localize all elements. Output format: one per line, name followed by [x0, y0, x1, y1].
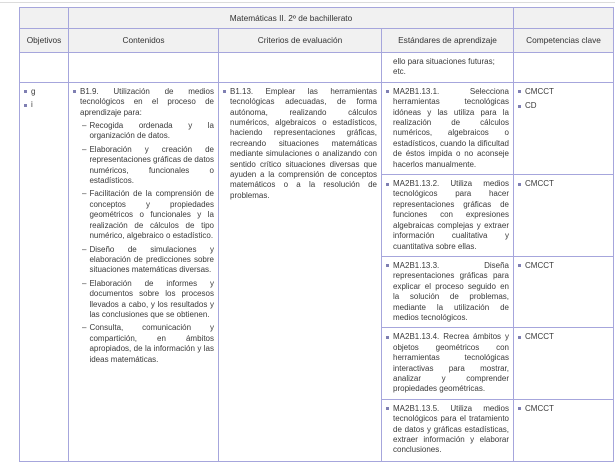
estandar-item	[386, 87, 509, 170]
contenido-intro: B1.9. Utilización de medios tecnológicos en el proceso de aprendizaje para:	[80, 86, 214, 117]
curriculum-table	[19, 7, 614, 462]
competencia-item	[518, 261, 609, 271]
contenido-subitem	[82, 245, 214, 276]
square-bullet-icon	[24, 90, 27, 93]
estandar-text: MA2B1.13.1. Selecciona herramientas tecnológicas idóneas y las utiliza para la realización de cálculos numéricos, algebraicos o estadísticos, cuando la dificultad de éstos impida o no aconseje hacerlos manualmente.	[393, 86, 509, 169]
square-bullet-icon	[518, 264, 521, 267]
header-row	[20, 29, 614, 53]
contenidos-cell	[69, 82, 219, 461]
dash-marker: –	[82, 244, 87, 254]
competencia-item	[518, 404, 609, 414]
column-header-contenidos: Contenidos	[69, 29, 219, 53]
objetivo-item	[24, 100, 64, 110]
estandar-text: MA2B1.13.5. Utiliza medios tecnológicos para el tratamiento de datos y gráficas estadísticas, extraer información y elaborar conclusiones.	[393, 403, 509, 455]
contenido-subitem-text: Diseño de simulaciones y elaboración de predicciones sobre situaciones matemáticas diversas.	[89, 244, 214, 275]
page-top-rule	[0, 2, 615, 3]
column-header-competencias: Competencias clave	[514, 29, 614, 53]
estandar-item	[386, 404, 509, 456]
competencias-cell	[514, 328, 614, 399]
carryover-empty-competencias	[514, 53, 614, 83]
carryover-row	[20, 53, 614, 83]
contenido-subitem-text: Recogida ordenada y la organización de datos.	[89, 121, 214, 141]
competencia-label: CMCCT	[525, 179, 554, 189]
square-bullet-icon	[73, 90, 76, 93]
objetivo-item	[24, 87, 64, 97]
competencia-label: CD	[525, 101, 537, 111]
contenido-subitem	[82, 121, 214, 142]
estandar-cell	[382, 175, 514, 257]
competencia-item	[518, 179, 609, 189]
dash-marker: –	[82, 189, 87, 199]
competencias-cell	[514, 82, 614, 174]
estandar-item	[386, 179, 509, 252]
table-title: Matemáticas II. 2º de bachillerato	[69, 8, 514, 29]
objetivo-label: g	[31, 86, 36, 96]
square-bullet-icon	[518, 183, 521, 186]
contenido-sublist	[73, 121, 214, 365]
contenido-subitem-text: Elaboración de informes y documentos sobre los procesos llevados a cabo, y los resultados y las conclusiones que se obtienen.	[89, 278, 214, 319]
dash-marker: –	[82, 323, 87, 333]
competencia-label: CMCCT	[525, 403, 554, 413]
column-header-criterios: Criterios de evaluación	[219, 29, 382, 53]
objetivo-label: i	[31, 100, 33, 110]
contenido-subitem-text: Consulta, comunicación y compartición, en ámbitos apropiados, de la información y las ideas matemáticas.	[89, 323, 214, 364]
competencia-label: CMCCT	[525, 86, 554, 96]
square-bullet-icon	[223, 90, 226, 93]
competencia-label: CMCCT	[525, 260, 554, 270]
objetivos-cell	[20, 82, 69, 461]
square-bullet-icon	[24, 104, 27, 107]
estandar-cell	[382, 399, 514, 461]
estandar-text: MA2B1.13.2. Utiliza medios tecnológicos para hacer representaciones gráficas de funciones con expresiones algebraicas complejas y extraer información cualitativa y cuantitativa sobre ellas.	[393, 179, 509, 251]
dash-marker: –	[82, 144, 87, 154]
contenido-subitem-text: Facilitación de la comprensión de conceptos y propiedades geométricos o funcionales y la realización de cálculos de tipo numérico, algebraico o estadístico.	[89, 189, 214, 241]
contenido-subitem-text: Elaboración y creación de representaciones gráficas de datos numéricos, funcionales o estadísticos.	[89, 144, 214, 186]
title-row	[20, 8, 614, 29]
dash-marker: –	[82, 278, 87, 288]
square-bullet-icon	[386, 336, 389, 339]
square-bullet-icon	[386, 183, 389, 186]
carryover-text: ello para situaciones futuras; etc.	[382, 53, 514, 83]
contenido-subitem	[82, 323, 214, 365]
column-header-objetivos: Objetivos	[20, 29, 69, 53]
criterio-text: B1.13. Emplear las herramientas tecnológicas adecuadas, de forma autónoma, realizando cálculos numéricos, algebraicos o estadísticos, haciendo representaciones gráficas, recreando situaciones matemáticas mediante simulaciones o analizando con sentido crítico situaciones diversas que ayuden a la comprensión de conceptos matemáticos o a la resolución de problemas.	[230, 86, 377, 200]
competencias-cell	[514, 399, 614, 461]
estandar-item	[386, 261, 509, 323]
carryover-empty-contenidos	[69, 53, 219, 83]
competencia-item	[518, 101, 609, 111]
estandar-text: MA2B1.13.3. Diseña representaciones gráficas para explicar el proceso seguido en la solución de problemas, mediante la utilización de medios tecnológicos.	[393, 260, 509, 322]
contenido-block	[73, 87, 214, 118]
title-row-left-cell	[20, 8, 69, 29]
contenido-subitem	[82, 145, 214, 187]
carryover-empty-criterios	[219, 53, 382, 83]
estandar-cell	[382, 328, 514, 399]
square-bullet-icon	[386, 407, 389, 410]
estandar-text: MA2B1.13.4. Recrea ámbitos y objetos geométricos con herramientas tecnológicas interactivas para mostrar, analizar y comprender propiedades geométricas.	[393, 332, 509, 394]
title-row-right-cell	[514, 8, 614, 29]
contenido-subitem	[82, 189, 214, 241]
competencia-label: CMCCT	[525, 332, 554, 342]
square-bullet-icon	[518, 90, 521, 93]
criterios-cell	[219, 82, 382, 461]
standard-row	[20, 82, 614, 174]
estandar-cell	[382, 256, 514, 327]
estandar-item	[386, 332, 509, 394]
square-bullet-icon	[386, 264, 389, 267]
estandar-cell	[382, 82, 514, 174]
square-bullet-icon	[518, 336, 521, 339]
square-bullet-icon	[386, 90, 389, 93]
dash-marker: –	[82, 121, 87, 131]
square-bullet-icon	[518, 407, 521, 410]
competencias-cell	[514, 175, 614, 257]
competencia-item	[518, 87, 609, 97]
square-bullet-icon	[518, 105, 521, 108]
competencias-cell	[514, 256, 614, 327]
carryover-empty-objetivos	[20, 53, 69, 83]
column-header-estandares: Estándares de aprendizaje	[382, 29, 514, 53]
contenido-subitem	[82, 279, 214, 321]
competencia-item	[518, 332, 609, 342]
criterio-item	[223, 87, 377, 201]
